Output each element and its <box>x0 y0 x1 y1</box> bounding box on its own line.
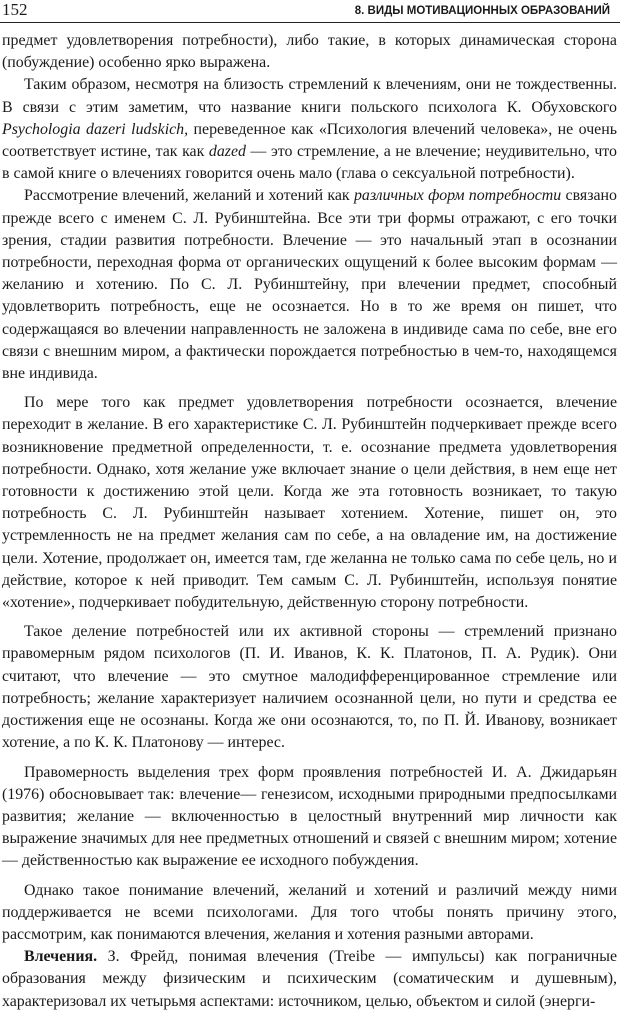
paragraph-8 <box>2 946 617 1013</box>
header-rule <box>0 22 620 23</box>
paragraph-3 <box>2 185 617 385</box>
paragraph-8-part-2: З. Фрейд, понимая влечения (Treibe — импульсы) как пограничные образования между физическим и психическим (соматическим и душевным), характеризовал их четырьмя аспектами: источником, целью, объектом и силой (энерги- <box>2 948 617 1010</box>
book-title-italic: Psychologia dazeri ludskich, <box>2 120 189 138</box>
page-header <box>0 0 620 22</box>
paragraph-5: Такое деление потребностей или их активной стороны — стремлений признано правомерным рядом психологов (П. И. Иванов, К. К. Платонов, П. А. Рудик). Они считают, что влечение — это смутное малодифференцированное стремление или потребность; желание характеризует наличием осознанной цели, но пути и средства ее достижения еще не осознаны. Когда же они осознаются, то, по П. Й. Иванову, возникает хотение, а по К. К. Платонову — интерес. <box>2 623 617 752</box>
paragraph-4: По мере того как предмет удовлетворения потребности осознается, влечение переходит в желание. В его характеристике С. Л. Рубинштейн подчеркивает прежде всего возникновение предметной определенности, т. е. осознание предмета удовлетворения потребности. Однако, хотя желание уже включает знание о цели действия, в нем еще нет готовности к достижению этой цели. Когда же эта готовность возникает, то такую потребность С. Л. Рубинштейн называет хотением. Хотение, пишет он, это устремленность не на предмет желания сам по себе, а на овладение им, на достижение цели. Хотение, продолжает он, имеется там, где желанна не только сама по себе цель, но и действие, которое к ней приводит. Тем самым С. Л. Рубинштейн, используя понятие «хотение», подчеркивает побудительную, действенную сторону потребности. <box>2 394 617 612</box>
paragraph-3-part-3: связано прежде всего с именем С. Л. Рубинштейна. Все эти три формы отражают, с его точки зрения, стадии развития потребности. Влечение — это начальный этап в осознании потребности, переходная форма от органических ощущений к более высоким формам — желанию и хотению. По С. Л. Рубинштейну, при влечении предмет, способный удовлетворить потребность, еще не осознается. Но в то же время он пишет, что содержащаяся во влечении направленность не заложена в индивиде сама по себе, вне его связи с внешним миром, а фактически порождается потребностью в чем-то, находящемся вне индивида. <box>2 187 617 383</box>
emphasis-forms-italic: различных форм потребности <box>353 187 562 205</box>
paragraph-2-part-5: — это стремление, а не влечение; неудивительно, что в самой книге о влечениях говорится очень мало (глава о сексуальной потребности). <box>2 143 617 183</box>
paragraph-2-part-1: Таким образом, несмотря на близость стремлений к влечениям, они не тождественны. В связи с этим заметим, что название книги польского психолога К. Обуховского <box>2 76 617 116</box>
paragraph-2 <box>2 74 617 185</box>
term-dazed-italic: dazed <box>208 143 246 161</box>
paragraph-1: предмет удовлетворения потребности), либо такие, в которых динамическая сторона (побуждение) особенно ярко выражена. <box>2 32 617 72</box>
paragraph-7: Однако такое понимание влечений, желаний и хотений и различий между ними поддерживается не всеми психологами. Для того чтобы понять причину этого, рассмотрим, как понимаются влечения, желания и хотения разными авторами. <box>2 881 617 943</box>
page-number: 152 <box>2 0 28 19</box>
paragraph-2-part-3: переведенное как «Психология влечений человека», не очень соответствует истине, так как <box>2 120 617 161</box>
page-body <box>2 30 617 1013</box>
section-heading-vlecheniya: Влечения. <box>24 948 98 966</box>
running-head: 8. ВИДЫ МОТИВАЦИОННЫХ ОБРАЗОВАНИЙ <box>354 5 610 17</box>
paragraph-6: Правомерность выделения трех форм проявления потребностей И. А. Джидарьян (1976) обосновывает так: влечение— генезисом, исходными природными предпосылками развития; желание — включенностью в целостный внутренний мир личности как выражение значимых для нее предметных отношений и связей с внешним миром; хотение — действенностью как выражение ее исходного побуждения. <box>2 763 617 870</box>
paragraph-3-part-1: Рассмотрение влечений, желаний и хотений как <box>24 187 354 205</box>
